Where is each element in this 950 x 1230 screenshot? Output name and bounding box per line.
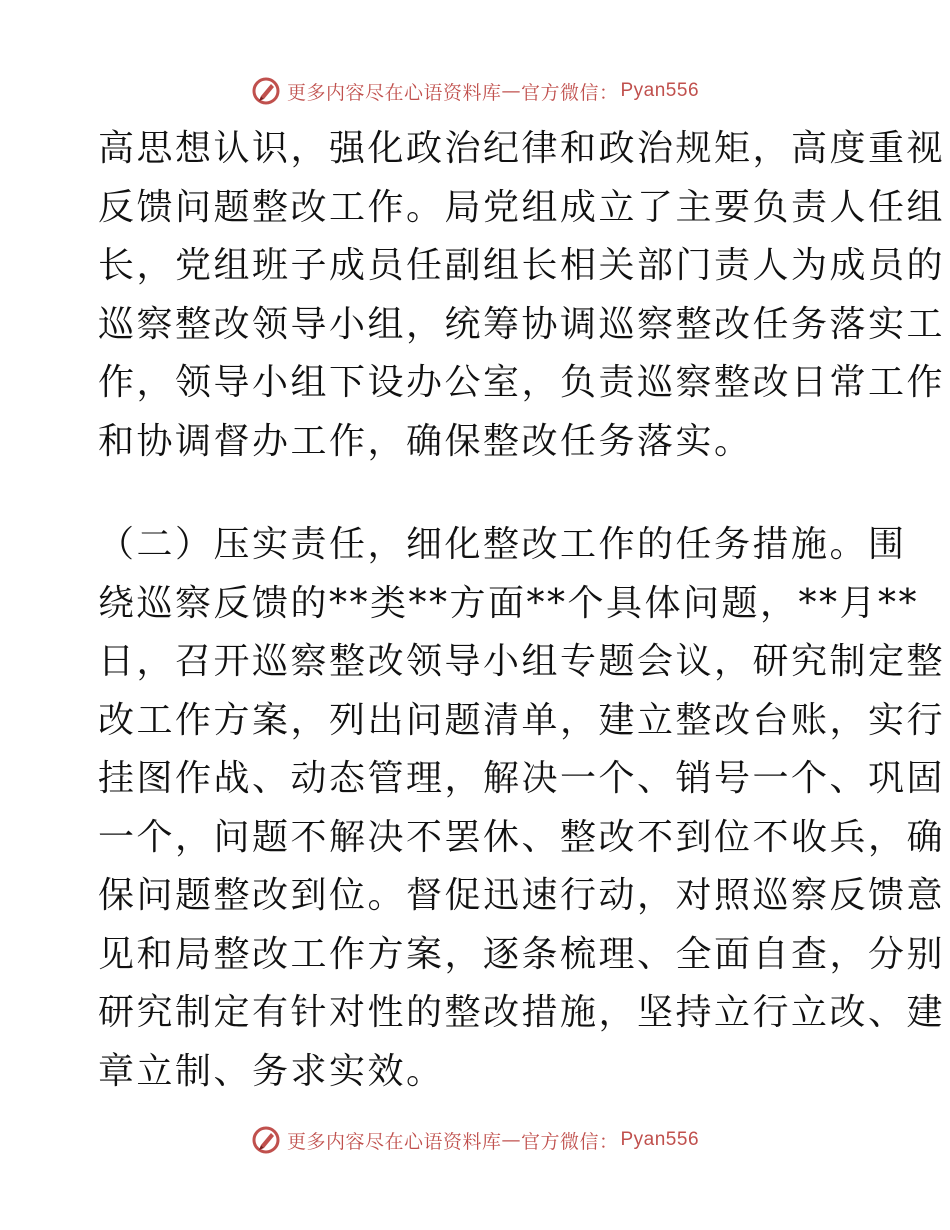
watermark-text: 更多内容尽在心语资料库	[286, 1130, 502, 1153]
watermark-separator: —	[501, 1129, 521, 1151]
text-line: 和协调督办工作，确保整改任务落实。	[98, 420, 753, 462]
text-line: 高思想认识，强化政治纪律和政治规矩，高度重视	[98, 128, 946, 169]
text-line: 改工作方案，列出问题清单，建立整改台账，实行	[98, 699, 946, 741]
text-line: 保问题整改到位。督促迅速行动，对照巡察反馈意	[98, 875, 946, 916]
text-line: 作，领导小组下设办公室，负责巡察整改日常工作	[98, 362, 946, 403]
text-line: 一个，问题不解决不罢休、整改不到位不收兵，确	[98, 816, 946, 858]
pen-logo-icon	[251, 1125, 281, 1155]
text-line: 日，召开巡察整改领导小组专题会议，研究制定整	[98, 641, 946, 682]
paragraph-2	[98, 516, 946, 1101]
watermark-label: 官方微信：	[520, 1130, 619, 1153]
footer-watermark	[0, 1123, 950, 1157]
paragraph-1	[98, 120, 946, 471]
watermark-label: 官方微信：	[520, 81, 619, 104]
text-line: 章立制、务求实效。	[98, 1050, 445, 1092]
watermark-wechat-id: Pyan556	[620, 1129, 700, 1150]
text-line: 挂图作战、动态管理，解决一个、销号一个、巩固	[98, 758, 946, 799]
text-line: 见和局整改工作方案，逐条梳理、全面自查，分别	[98, 933, 946, 975]
text-line: 长，党组班子成员任副组长相关部门责人为成员的	[98, 245, 946, 286]
header-watermark	[0, 74, 950, 108]
watermark-text: 更多内容尽在心语资料库	[286, 81, 502, 104]
watermark-wechat-id: Pyan556	[620, 80, 700, 101]
watermark-separator: —	[501, 80, 521, 102]
text-line: （二）压实责任，细化整改工作的任务措施。围	[98, 524, 907, 565]
text-line: 绕巡察反馈的**类**方面**个具体问题，**月**	[98, 582, 920, 624]
document-body	[98, 120, 946, 1101]
text-line: 研究制定有针对性的整改措施，坚持立行立改、建	[98, 992, 946, 1033]
text-line: 巡察整改领导小组，统筹协调巡察整改任务落实工	[98, 303, 946, 345]
pen-logo-icon	[251, 76, 281, 106]
text-line: 反馈问题整改工作。局党组成立了主要负责人任组	[98, 186, 946, 228]
